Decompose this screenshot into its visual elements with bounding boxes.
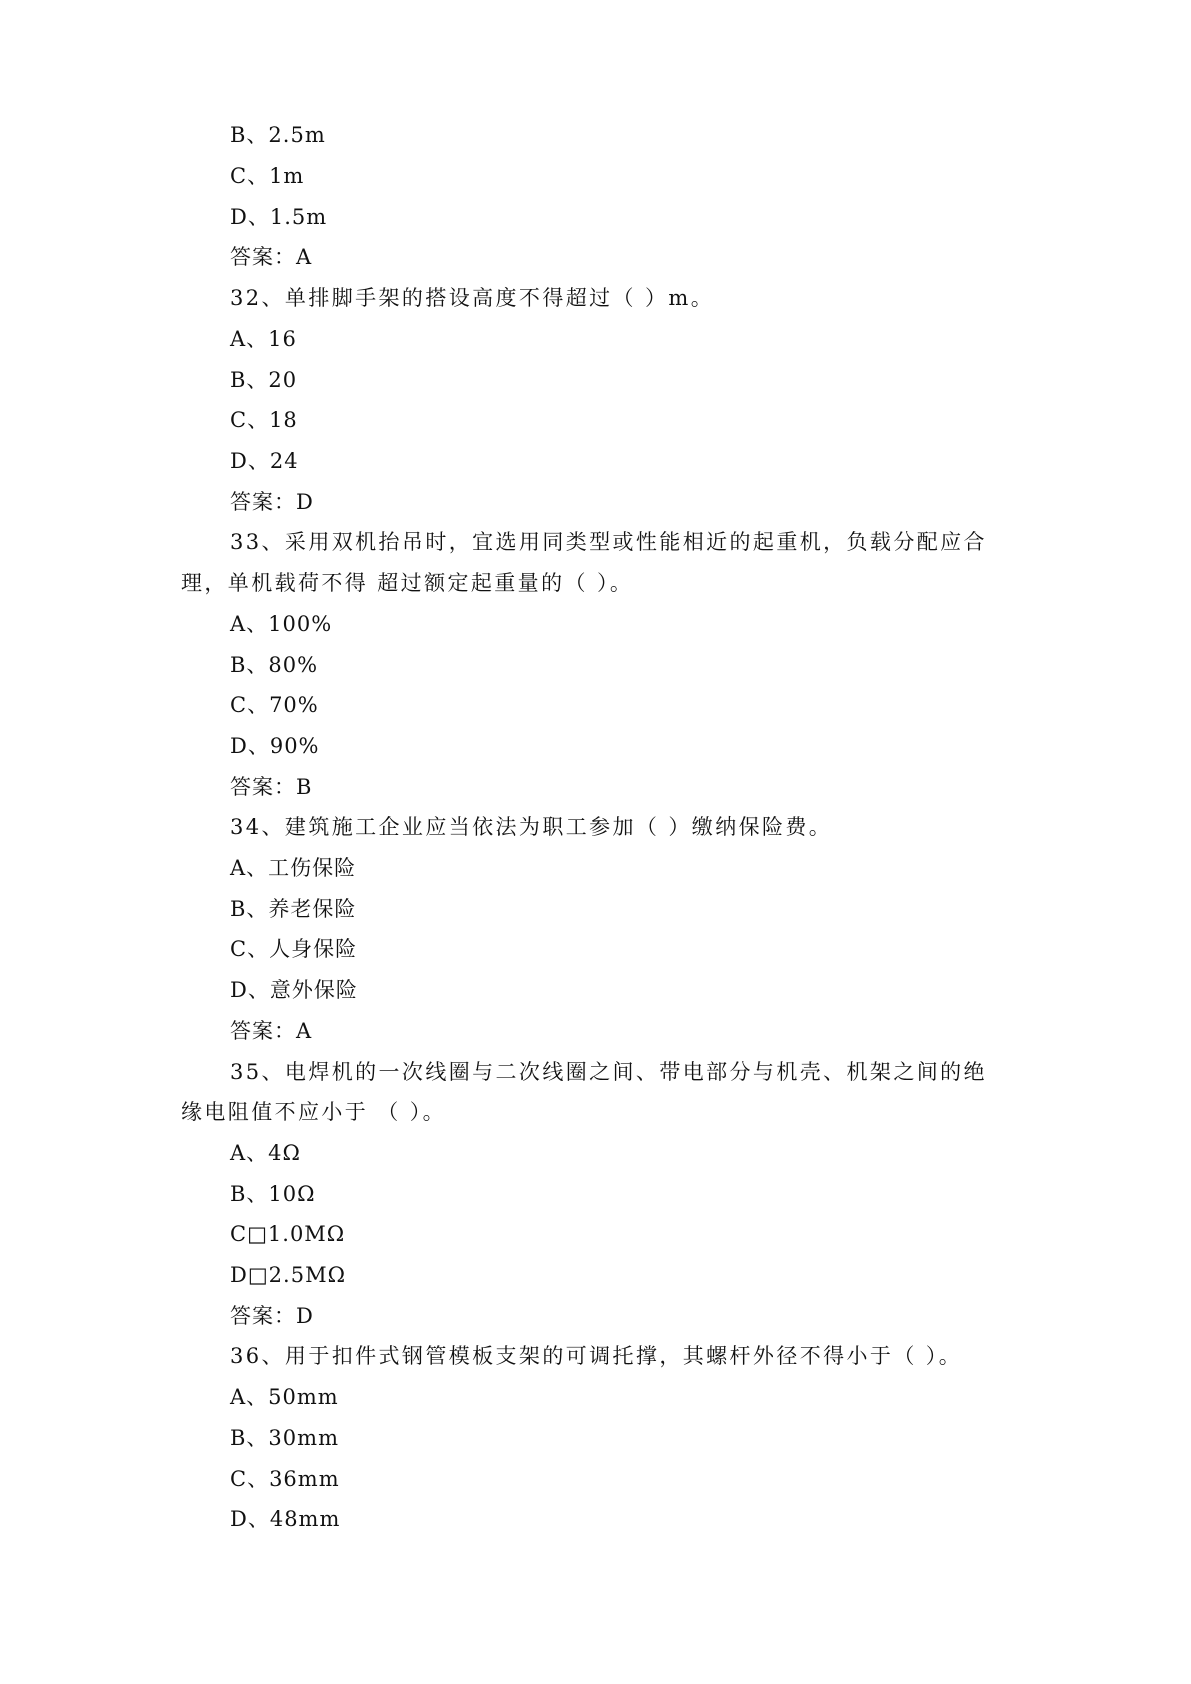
option-line: D、1.5m bbox=[230, 205, 328, 229]
option-line: C、70% bbox=[230, 693, 319, 717]
option-line: B、30mm bbox=[230, 1426, 339, 1450]
question-line: 36、用于扣件式钢管模板支架的可调托撑，其螺杆外径不得小于（ ）。 bbox=[230, 1344, 963, 1368]
option-line: C、1m bbox=[230, 164, 305, 188]
question-continuation-line: 理，单机载荷不得 超过额定起重量的（ ）。 bbox=[181, 571, 634, 595]
answer-line: 答案：B bbox=[230, 775, 313, 799]
option-line: D、24 bbox=[230, 449, 299, 473]
option-line: D□2.5MΩ bbox=[230, 1263, 346, 1287]
option-line: D、48mm bbox=[230, 1507, 341, 1531]
option-line: B、20 bbox=[230, 368, 298, 392]
option-line: B、10Ω bbox=[230, 1182, 316, 1206]
option-line: D、意外保险 bbox=[230, 978, 358, 1002]
option-line: A、100% bbox=[230, 612, 333, 636]
option-line: B、80% bbox=[230, 653, 319, 677]
option-line: A、50mm bbox=[230, 1385, 339, 1409]
option-line: C、人身保险 bbox=[230, 937, 358, 961]
question-continuation-line: 缘电阻值不应小于 （ ）。 bbox=[181, 1100, 447, 1124]
answer-line: 答案：D bbox=[230, 1304, 314, 1328]
option-line: A、16 bbox=[230, 327, 297, 351]
option-line: B、养老保险 bbox=[230, 897, 357, 921]
option-line: D、90% bbox=[230, 734, 320, 758]
option-line: A、4Ω bbox=[230, 1141, 301, 1165]
question-line: 32、单排脚手架的搭设高度不得超过（ ）m。 bbox=[230, 286, 715, 310]
answer-line: 答案：A bbox=[230, 1019, 313, 1043]
option-line: A、工伤保险 bbox=[230, 856, 357, 880]
answer-line: 答案：A bbox=[230, 245, 313, 269]
option-line: C□1.0MΩ bbox=[230, 1222, 346, 1246]
question-line: 33、采用双机抬吊时，宜选用同类型或性能相近的起重机，负载分配应合 bbox=[230, 530, 987, 554]
option-line: C、18 bbox=[230, 408, 298, 432]
question-line: 35、电焊机的一次线圈与二次线圈之间、带电部分与机壳、机架之间的绝 bbox=[230, 1060, 987, 1084]
option-line: B、2.5m bbox=[230, 123, 326, 147]
option-line: C、36mm bbox=[230, 1467, 340, 1491]
answer-line: 答案：D bbox=[230, 490, 314, 514]
question-line: 34、建筑施工企业应当依法为职工参加（ ）缴纳保险费。 bbox=[230, 815, 833, 839]
